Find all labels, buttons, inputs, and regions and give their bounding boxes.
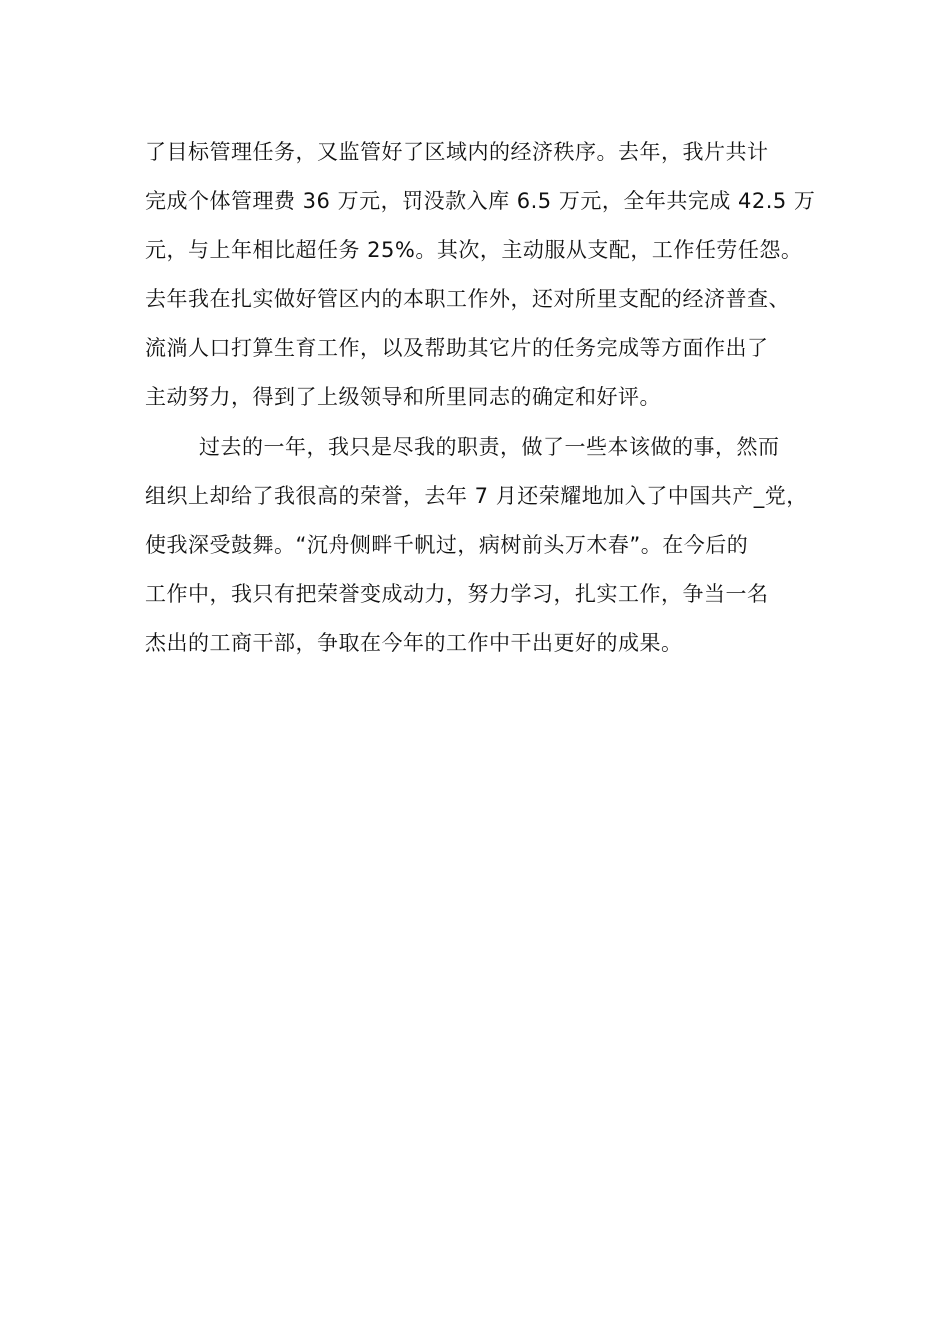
paragraph-line: 杰出的工商干部，争取在今年的工作中干出更好的成果。 [145,631,683,655]
paragraph-2 [145,423,835,668]
paragraph-line: 流淌人口打算生育工作，以及帮助其它片的任务完成等方面作出了 [145,336,769,360]
paragraph-line: 工作中，我只有把荣誉变成动力，努力学习，扎实工作，争当一名 [145,582,769,606]
paragraph-line: 了目标管理任务，又监管好了区域内的经济秩序。去年，我片共计 [145,140,769,164]
paragraph-line: 主动努力，得到了上级领导和所里同志的确定和好评。 [145,385,661,409]
paragraph-line: 完成个体管理费 36 万元，罚没款入库 6.5 万元，全年共完成 42.5 万 [145,189,816,213]
paragraph-line: 组织上却给了我很高的荣誉，去年 7 月还荣耀地加入了中国共产_党， [145,484,808,508]
paragraph-line: 过去的一年，我只是尽我的职责，做了一些本该做的事，然而 [199,435,780,459]
paragraph-1 [145,128,835,422]
paragraph-line: 元，与上年相比超任务 25%。其次，主动服从支配，工作任劳任怨。 [145,238,803,262]
paragraph-line: 去年我在扎实做好管区内的本职工作外，还对所里支配的经济普查、 [145,287,790,311]
paragraph-line: 使我深受鼓舞。“沉舟侧畔千帆过，病树前头万木春”。在今后的 [145,533,749,557]
